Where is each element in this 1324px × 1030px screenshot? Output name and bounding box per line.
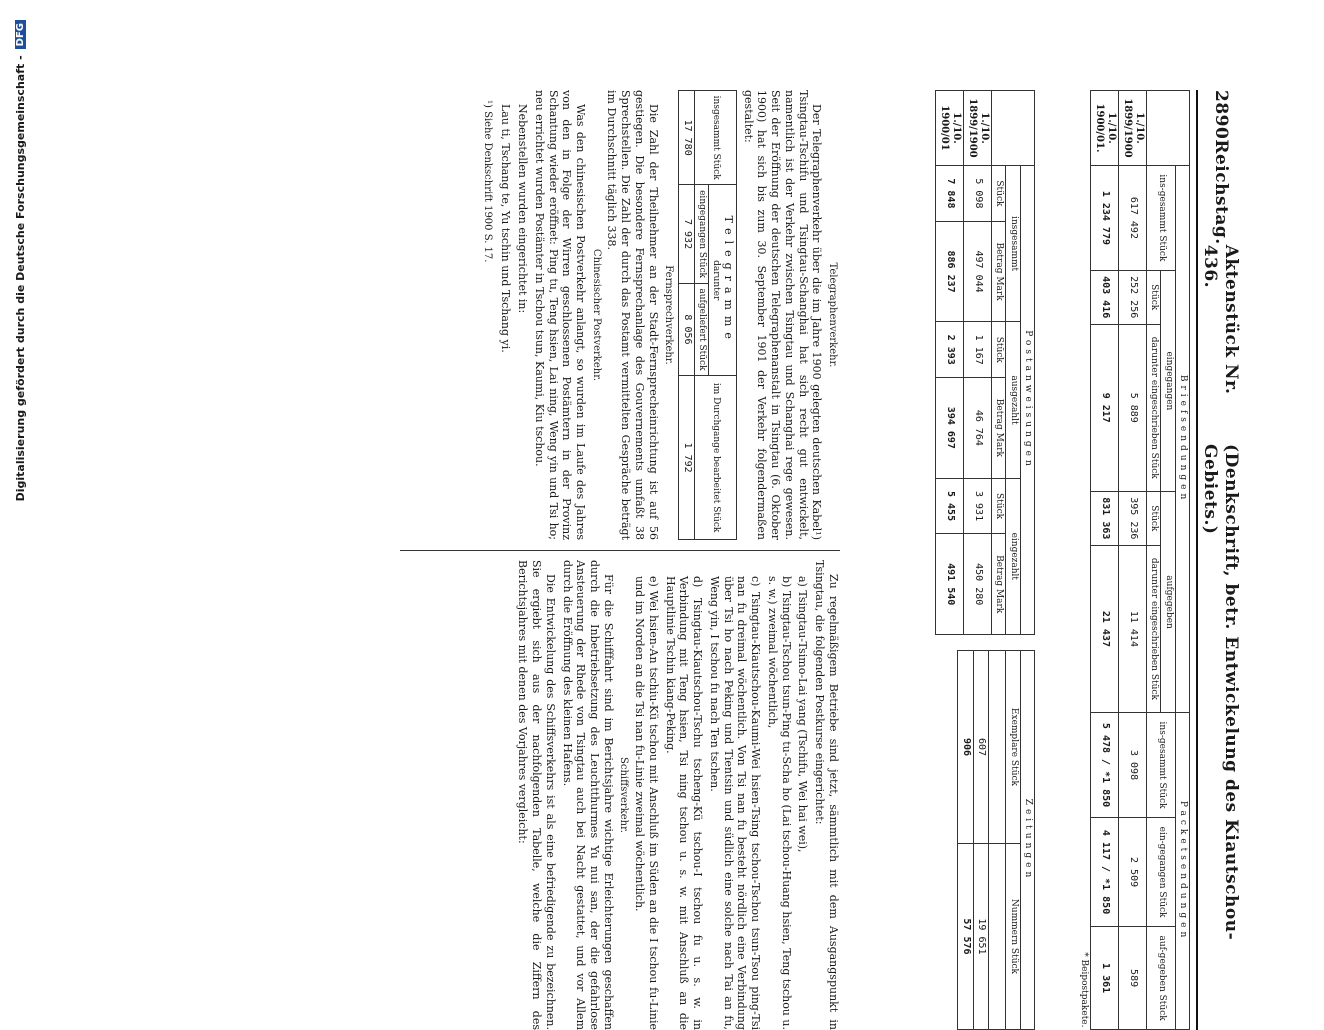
table-row [964, 91, 992, 635]
list-item: e) Wei hsien-An tschiu-Kü tschou mit Anschluß im Süden an die I tschou fu-Linie und im Norden an die Tsi nan fu-Linie zweimal wöchentlich. [633, 576, 660, 1030]
cell: 252 256 [1119, 270, 1147, 324]
cell: 4 117 / *1 850 [1091, 817, 1119, 926]
tg-col-3: im Durchgange bearbeitet Stück [694, 376, 736, 540]
section-title-chinese-post: Chinesischer Postverkehr. [590, 248, 602, 382]
list-item: c) Tsingtau-Kiautschou-Kaumi-Wei hsien-Tsing tschou-Tschou tsun-Tsou ping-Tsi nan fu dreimal wöchentlich. Von Tsi nan fu besteht nördlich eine Verbindung über Tsi ho nach Peking und Tientsin und südlich eine solche nach Tai an fu, Weng yin, I tschou fu nach Ten tschen. [708, 576, 763, 1030]
col-betrag: Betrag Mark [992, 378, 1006, 478]
col-exemplare: Exemplare Stück [1006, 651, 1020, 844]
dfg-logo: DFG [15, 20, 26, 49]
right-column [513, 560, 840, 1030]
cell: 589 [1119, 927, 1147, 1030]
column-divider [400, 550, 840, 551]
col-stueck: Stück [992, 478, 1006, 534]
sub-insgesammt: insgesammt [1006, 166, 1020, 322]
tg-col-0: insgesammt Stück [694, 91, 736, 185]
cell: 491 540 [936, 534, 964, 635]
cell: 7 932 [679, 185, 695, 283]
document-page [25, 90, 1240, 1030]
page-number: 2890 [1210, 90, 1231, 140]
cell: 2 509 [1119, 817, 1147, 926]
cell: 403 416 [1091, 270, 1119, 324]
section-title-shipping: Schiffsverkehr. [618, 757, 630, 833]
col-betrag: Betrag Mark [992, 221, 1006, 321]
mail-table [1077, 90, 1190, 1030]
tg-col-2: aufgeliefert Stück [694, 283, 708, 375]
sub-eingezahlt: eingezahlt [1006, 478, 1020, 634]
section-title-fernsprech: Fernsprechverkehr. [663, 265, 675, 365]
paragraph-shipping-2: Die Entwickelung des Schiffsverkehrs ist als eine befriedigende zu bezeichnen. Sie ergiebt sich aus der nachfolgenden Tabelle, welche die Ziffern des Berichtsjahres mit denen des Vorjahres vergleicht: [516, 560, 557, 1030]
sub-aufgegeben: aufgegeben [1161, 491, 1175, 712]
cell: 617 492 [1119, 166, 1147, 271]
cell: 57 576 [958, 843, 974, 1029]
cell: 450 280 [964, 534, 992, 635]
paragraph-nebenstellen: Nebenstellen wurden eingerichtet in: [516, 104, 530, 314]
list-item: a) Tsingtau-Tsimo-Lai yang (Tschifu, Wei hai wei), [796, 576, 810, 853]
list-item: d) Tsingtau-Kiautschou-Tschu tscheng-Kü tschou-I tschou fu u. s. w. in Verbindung mit Teng hsien, Tsi ning tschou u. s. w. mit Anschluß an die Hauptlinie Tschin kiang-Peking. [663, 576, 705, 1030]
cell: 906 [958, 651, 974, 844]
tg-darunter: darunter [711, 260, 722, 301]
cell: 5 889 [1119, 324, 1147, 491]
digitization-credit [6, 20, 36, 980]
col-stueck-2: Stück [1147, 491, 1161, 545]
table-row [1091, 91, 1119, 1030]
table-row [936, 91, 964, 635]
row-period: 1./10. 1900/01 [936, 91, 964, 166]
header-center: Aktenstück Nr. 436. [1200, 244, 1242, 395]
sub-eingegangen: eingegangen [1161, 270, 1175, 491]
newspaper-table [958, 650, 1036, 1030]
footnote: ¹) Siehe Denkschrift 1900 S. 17. [481, 100, 493, 263]
tg-title-text: Telegramme [722, 215, 735, 345]
money-order-table [935, 90, 1035, 635]
col-nummern: Nummern Stück [1006, 843, 1020, 1029]
col-stueck: Stück [1147, 270, 1161, 324]
paragraph-nebenstellen-list: Lau ti, Tschang te, Yu tschin und Tschang yi. [499, 104, 513, 353]
col-stueck: Stück [992, 322, 1006, 378]
postanweisungen-header: Postanweisungen [1020, 166, 1034, 635]
cell: 394 697 [936, 378, 964, 478]
left-column [480, 90, 840, 540]
col-paket-auf: auf-gegeben Stück [1147, 927, 1176, 1030]
col-paket-ein: ein-gegangen Stück [1147, 817, 1176, 926]
cell: 1 234 779 [1091, 166, 1119, 271]
paragraph-fernsprech: Die Zahl der Theilnehmer an der Stadt-Fernsprecheinrichtung ist auf 56 gestiegen. Die besondere Fernsprechanlage des Gouvernements umfaßt 38 Sprechstellen. Die Zahl der durch das Postamt vermittelten Gespräche beträgt im Durchschnitt täglich 338. [605, 90, 660, 540]
credit-text: Digitalisierung gefördert durch die Deutsche Forschungsgemeinschaft - [13, 55, 27, 502]
list-item: b) Tsingtau-Tschou tsun-Ping tu-Scha ho (Lai tschou-Huang hsien, Teng tschou u. s. w.) zweimal wöchentlich, [766, 576, 793, 1030]
cell: 1 361 [1091, 927, 1119, 1030]
cell [989, 651, 1006, 844]
period-header [992, 91, 1035, 166]
page-header [1200, 90, 1240, 1030]
cell: 1 792 [679, 376, 695, 540]
col-insgesammt: ins-gesammt Stück [1147, 166, 1176, 271]
cell: 5 478 / *1 850 [1091, 713, 1119, 818]
cell: 2 393 [936, 322, 964, 378]
paragraph-intro: Zu regelmäßigem Betriebe sind jetzt, sämmtlich mit dem Ausgangspunkt in Tsingtau, die folgenden Postkurse eingerichtet: [813, 560, 840, 1030]
cell: 5 455 [936, 478, 964, 534]
col-paket-ins: ins-gesammt Stück [1147, 713, 1176, 818]
table-row [679, 91, 695, 540]
table-row [958, 651, 974, 1030]
row-period: 1./10. 1900/01. [1091, 91, 1119, 166]
telegram-table [678, 90, 737, 540]
cell: 5 098 [964, 166, 992, 222]
cell: 3 931 [964, 478, 992, 534]
cell: 831 363 [1091, 491, 1119, 545]
paket-group-header: Packetsendungen [1175, 713, 1189, 1030]
cell: 3 098 [1119, 713, 1147, 818]
col-darunter: darunter eingeschrieben Stück [1147, 324, 1161, 491]
paragraph-shipping-1: Für die Schifffahrt sind im Berichtsjahre wichtige Erleichterungen geschaffen durch die Inbetriebsetzung des Leuchtthurmes Yu nui san, der die gefahrlose Ansteuerung der Rhede von Tsingtau auch bei Nacht gestattet, und vor Allem durch die Eröffnung des kleinen Hafens. [560, 560, 615, 1030]
header-left: Reichstag. [1210, 139, 1231, 245]
footnote-mark: * Beipostpakete. [1079, 952, 1090, 1028]
cell: 1 167 [964, 322, 992, 378]
cell: 395 236 [1119, 491, 1147, 545]
postal-routes-list [633, 560, 810, 1030]
cell: 9 217 [1091, 324, 1119, 491]
col-darunter-2: darunter eingeschrieben Stück [1147, 545, 1161, 712]
col-stueck: Stück [992, 166, 1006, 222]
zeitungen-header: Zeitungen [1020, 651, 1034, 1030]
cell: 607 [974, 651, 990, 844]
row-period: 1./10. 1899/1900 [964, 91, 992, 166]
cell: 886 237 [936, 221, 964, 321]
header-rule [1196, 90, 1198, 1030]
cell: 17 780 [679, 91, 695, 185]
col-betrag: Betrag Mark [992, 534, 1006, 635]
cell: 19 651 [974, 843, 990, 1029]
cell: 497 044 [964, 221, 992, 321]
paragraph-chinese-post: Was den chinesischen Postverkehr anlangt, so wurden im Laufe des Jahres von den in Folge der Wirren geschlossenen Postämtern in der Provinz Schantung wieder eröffnet: Ping tu, Teng hsien, Lai ning, Weng yin und Tsi ho; neu errichtet wurden Postämter in Tschou tsun, Kaumi, Kiu tschou. [533, 90, 588, 540]
cell: 8 056 [679, 283, 695, 375]
period-header [1147, 91, 1190, 166]
paragraph-telegraph: Der Telegraphenverkehr über die im Jahre 1900 gelegten deutschen Kabel¹) Tsingtau-Tschifu und Tsingtau-Schanghai hat sich recht gut entwickelt, namentlich ist der Verkehr zwischen Tsingtau und Schanghai rege gewesen. Seit der Eröffnung der deutschen Telegraphenanstalt in Tsingtau (6. Oktober 1900) hat sich bis zum 30. September 1901 der Verkehr folgendermaßen gestaltet: [741, 90, 824, 540]
brief-group-header: Briefsendungen [1175, 166, 1189, 713]
section-title-telegraph: Telegraphenverkehr. [827, 262, 838, 368]
tg-col-1: eingegangen Stück [694, 185, 708, 283]
table-row [1119, 91, 1147, 1030]
tg-title [709, 185, 737, 376]
table-row [974, 651, 990, 1030]
cell: 46 764 [964, 378, 992, 478]
header-right: (Denkschrift, betr. Entwickelung des Kiautschou-Gebiets.) [1200, 444, 1242, 941]
cell: 11 414 [1119, 545, 1147, 712]
cell: 7 848 [936, 166, 964, 222]
sub-ausgezahlt: ausgezahlt [1006, 322, 1020, 478]
row-period: 1./10. 1899/1900 [1119, 91, 1147, 166]
cell: 21 437 [1091, 545, 1119, 712]
cell [989, 843, 1006, 1029]
